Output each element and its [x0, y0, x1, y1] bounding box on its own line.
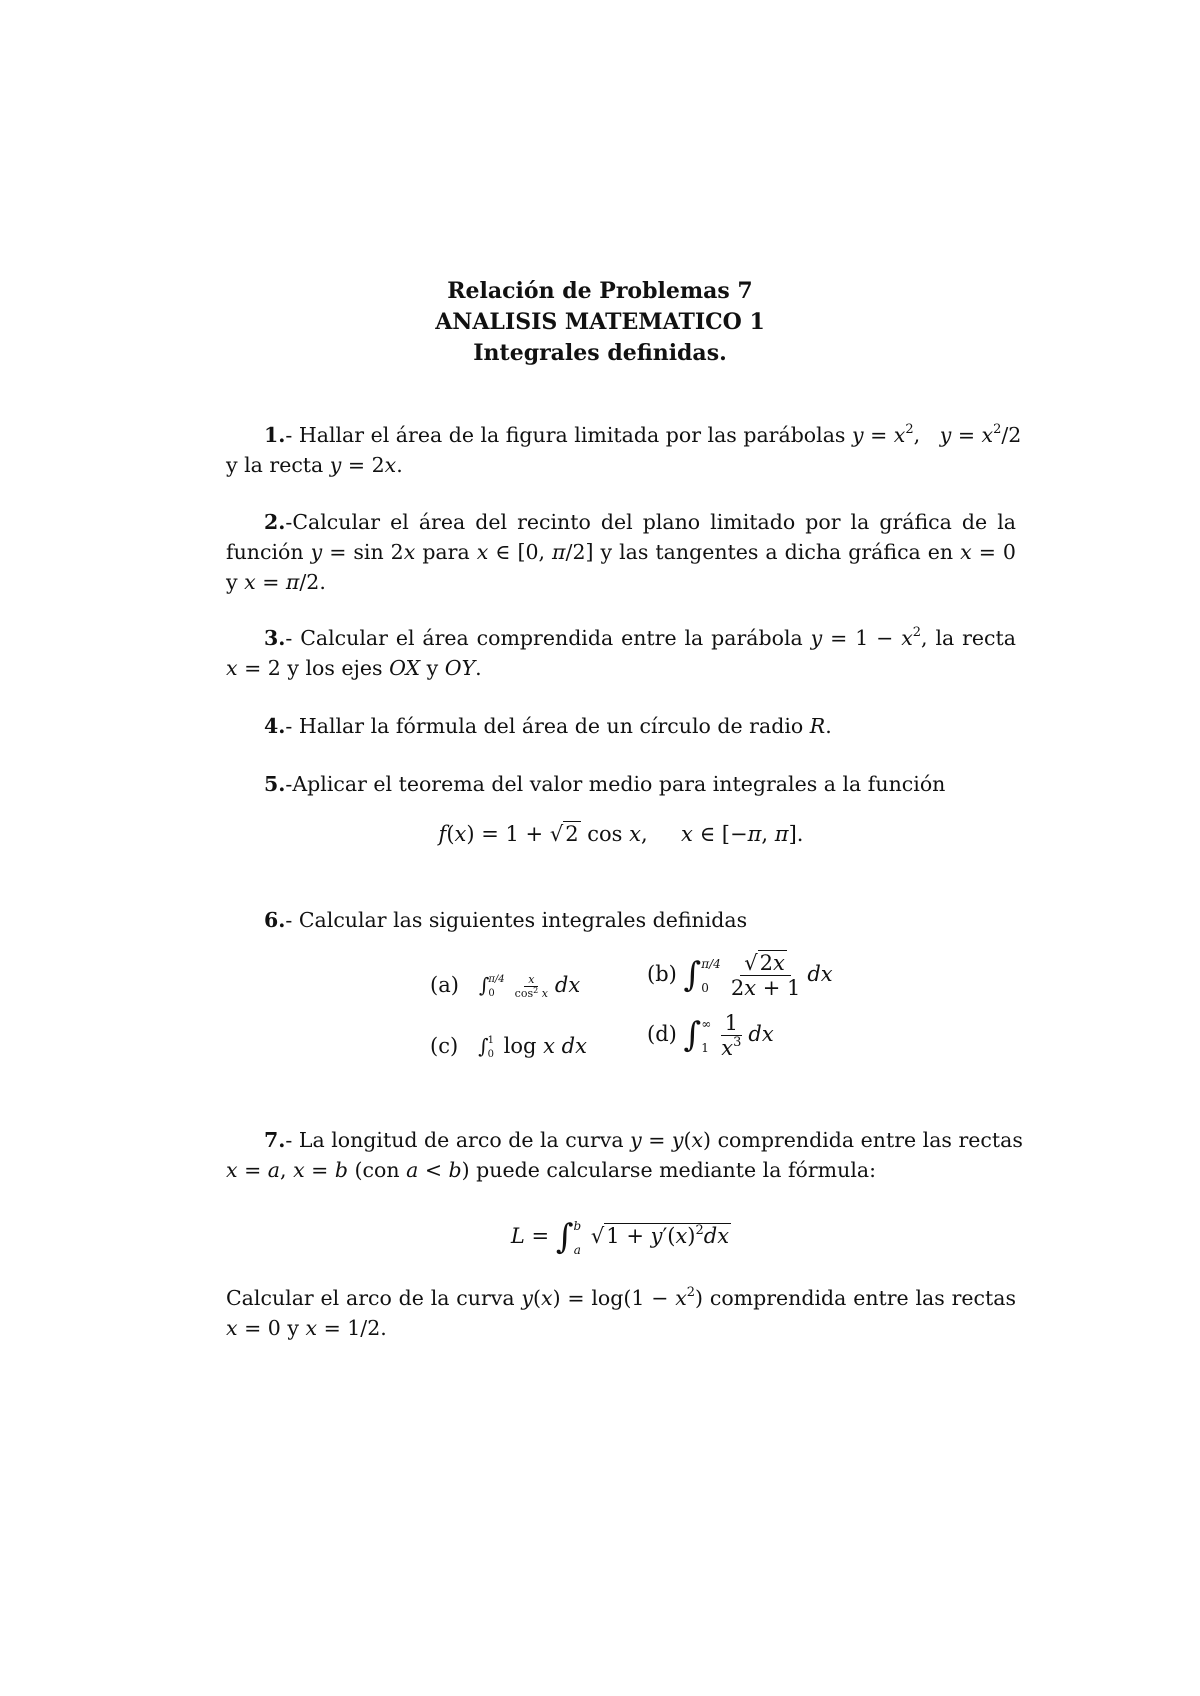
formula: x = a, x = b: [226, 1158, 348, 1182]
label-a: (a): [430, 973, 459, 997]
formula: a < b): [406, 1158, 470, 1182]
formula: y = y(x): [630, 1128, 712, 1152]
formula: $y = 1 - x^2$: [810, 625, 922, 650]
label-c: (c): [430, 1034, 459, 1058]
integral-b: (b) ∫ π/4 0 $\frac{√2x}{2x + 1}$ dx: [647, 951, 833, 1000]
problem-number: 4.: [264, 714, 286, 738]
formula: $y = x^2$, $y = x^2/2$: [851, 422, 1022, 447]
topic-title: Integrales definidas.: [473, 340, 727, 366]
formula: x = π/2.: [244, 570, 326, 594]
label-b: (b): [647, 962, 677, 986]
formula: y = 2x.: [329, 453, 403, 477]
problem-number: 6.: [264, 908, 286, 932]
formula: R.: [809, 714, 832, 738]
problem-2: 2.-Calcular el área del recinto del plano limitado por la gráfica de la función y = sin 2x para x ∈ [0, π/2] y las tangentes a dicha gráfica en x = 0 y x = π/2.: [226, 510, 1016, 594]
formula: x = 2: [226, 656, 281, 680]
course-title: ANALISIS MATEMATICO 1: [435, 309, 765, 335]
formula: x = 0: [960, 540, 1016, 564]
problem-number: 5.: [264, 772, 286, 796]
document-header: [0, 276, 1200, 369]
formula: OX: [389, 656, 421, 680]
formula: y = sin 2x: [310, 540, 416, 564]
relation-title: Relación de Problemas 7: [447, 278, 753, 304]
problem-3: 3.- Calcular el área comprendida entre la parábola $y = 1 - x^2$, la recta x = 2 y los ejes OX y OY.: [226, 625, 1016, 680]
problem-7-task: Calcular el arco de la curva $y(x) = \log(1 - x^2)$ comprendida entre las rectas x = 0 y x = 1/2.: [226, 1285, 1016, 1340]
formula: x = 0: [226, 1316, 281, 1340]
problem-5: 5.-Aplicar el teorema del valor medio para integrales a la función: [264, 772, 946, 796]
problem-number: 3.: [264, 626, 286, 650]
display-formula-arc-length: L = ∫ b a $√1 + y'(x)^2dx$: [510, 1217, 730, 1257]
problem-1: 1.- Hallar el área de la figura limitada por las parábolas $y = x^2$, $y = x^2/2$ y la recta y = 2x.: [226, 422, 1022, 477]
problem-6: 6.- Calcular las siguientes integrales definidas: [264, 908, 748, 932]
problem-number: 1.: [264, 423, 286, 447]
integral-a: (a) ∫ π/4 0 $\frac{x}{\cos^2 x}$ dx: [430, 973, 581, 1000]
problem-7: 7.- La longitud de arco de la curva y = y(x) comprendida entre las rectas x = a, x = b (con a < b) puede calcularse mediante la fórmula:: [226, 1128, 1023, 1182]
integral-d: (d) ∫ ∞ 1 $\frac{1}{x^3}$ dx: [647, 1011, 774, 1060]
integral-c: (c) ∫ 1 0 log x dx: [430, 1034, 587, 1060]
formula: x ∈ [0, π/2]: [476, 540, 594, 564]
problem-number: 2.: [264, 510, 286, 534]
label-d: (d): [647, 1022, 677, 1046]
problem-number: 7.: [264, 1128, 286, 1152]
display-formula-mean-value: f(x) = 1 + √2 cos x, x ∈ [−π, π].: [438, 822, 804, 846]
formula: $y(x) = \log(1 - x^2)$: [521, 1285, 704, 1310]
formula: OY.: [444, 656, 482, 680]
problem-4: 4.- Hallar la fórmula del área de un círculo de radio R.: [264, 714, 832, 738]
formula: x = 1/2.: [305, 1316, 387, 1340]
